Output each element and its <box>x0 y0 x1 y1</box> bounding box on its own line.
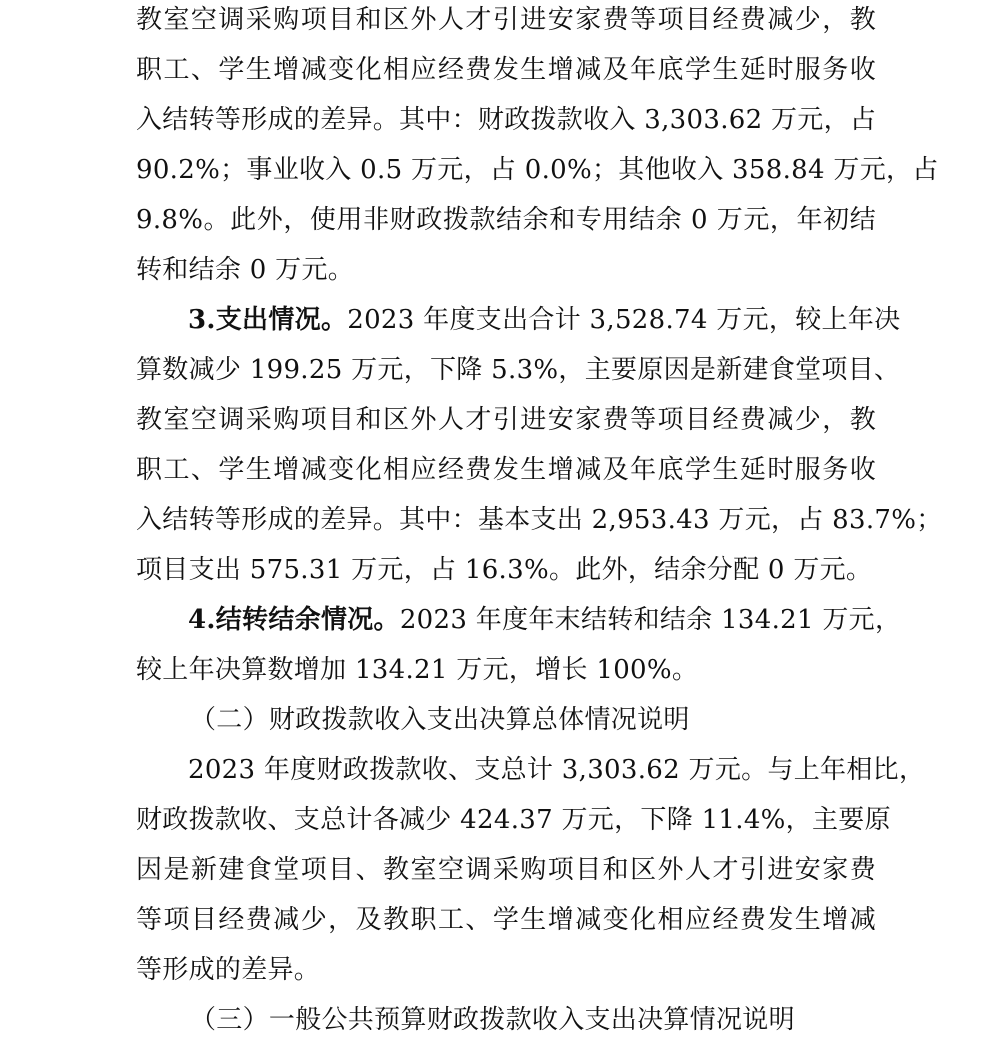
body-text-line: 入结转等形成的差异。其中：财政拨款收入 3,303.62 万元，占 <box>136 105 877 135</box>
body-text-line: 较上年决算数增加 134.21 万元，增长 100%。 <box>136 655 699 685</box>
body-text-line: 项目支出 575.31 万元，占 16.3%。此外，结余分配 0 万元。 <box>136 555 873 585</box>
body-text-line: 2023 年度财政拨款收、支总计 3,303.62 万元。与上年相比， <box>188 755 926 785</box>
body-text-line: 等项目经费减少，及教职工、学生增减变化相应经费发生增减 <box>136 905 876 935</box>
body-text-line: 教室空调采购项目和区外人才引进安家费等项目经费减少，教 <box>136 405 876 435</box>
body-text-run: 2023 年度年末结转和结余 134.21 万元， <box>399 605 902 635</box>
body-text-line: 职工、学生增减变化相应经费发生增减及年底学生延时服务收 <box>136 455 876 485</box>
body-text-line: 因是新建食堂项目、教室空调采购项目和区外人才引进安家费 <box>136 855 876 885</box>
section-heading: （三）一般公共预算财政拨款收入支出决算情况说明 <box>190 1005 795 1035</box>
body-text-line: 职工、学生增减变化相应经费发生增减及年底学生延时服务收 <box>136 55 876 85</box>
section-heading: （二）财政拨款收入支出决算总体情况说明 <box>190 705 690 735</box>
section-lead-balance: 4.结转结余情况。 <box>188 605 400 635</box>
body-text-line: 入结转等形成的差异。其中：基本支出 2,953.43 万元，占 83.7%； <box>136 505 943 535</box>
body-text-line: 教室空调采购项目和区外人才引进安家费等项目经费减少，教 <box>136 5 876 35</box>
paragraph-balance-first-line <box>188 603 902 637</box>
section-lead-expenditure: 3.支出情况。 <box>188 305 348 335</box>
body-text-line: 算数减少 199.25 万元，下降 5.3%，主要原因是新建食堂项目、 <box>136 355 901 385</box>
body-text-line: 9.8%。此外，使用非财政拨款结余和专用结余 0 万元，年初结 <box>136 205 876 235</box>
body-text-line: 90.2%；事业收入 0.5 万元，占 0.0%；其他收入 358.84 万元，占 <box>136 155 939 185</box>
paragraph-expenditure-first-line <box>188 303 901 337</box>
body-text-line: 等形成的差异。 <box>136 955 321 985</box>
body-text-line: 转和结余 0 万元。 <box>136 255 355 285</box>
body-text-run: 2023 年度支出合计 3,528.74 万元，较上年决 <box>347 305 901 335</box>
body-text-line: 财政拨款收、支总计各减少 424.37 万元，下降 11.4%，主要原 <box>136 805 891 835</box>
